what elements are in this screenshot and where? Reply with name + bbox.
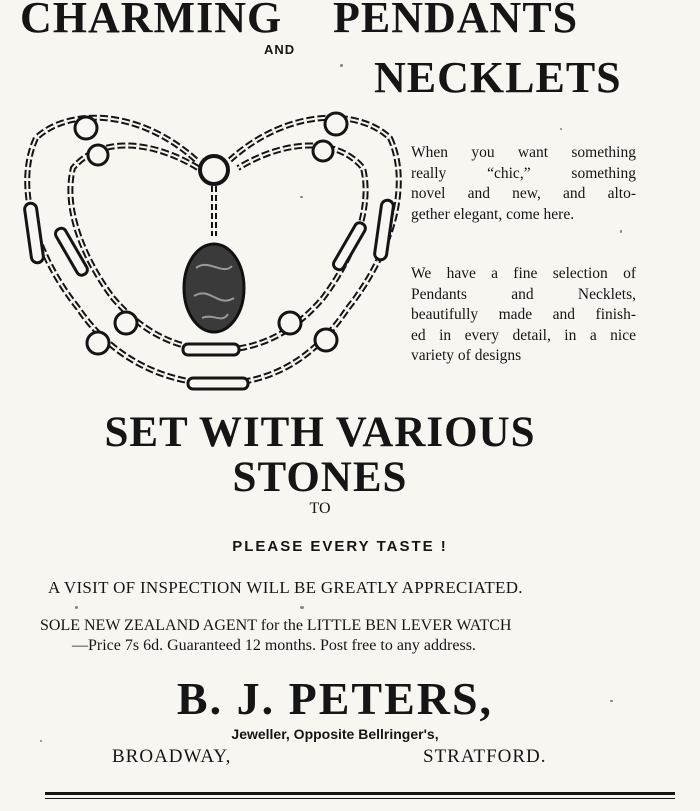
heading-and: AND <box>264 42 296 57</box>
paragraph-line: novel and new, and alto- <box>411 185 636 202</box>
chain-bar <box>24 202 44 263</box>
paragraph-line: beautifully made and finish- <box>411 306 636 323</box>
print-speck <box>75 606 78 609</box>
chain-ring <box>315 329 337 351</box>
intro-paragraph <box>411 143 636 225</box>
chain-bar <box>188 378 248 389</box>
chain-ring <box>115 312 137 334</box>
tagline: PLEASE EVERY TASTE ! <box>232 538 448 555</box>
paragraph-line: really “chic,” something <box>411 164 636 182</box>
inspection-notice: A VISIT OF INSPECTION WILL BE GREATLY APPRECIATED. <box>48 578 523 597</box>
chain-ring <box>279 312 301 334</box>
paragraph-line: ed in every detail, in a nice <box>411 326 636 344</box>
print-speck <box>610 700 613 702</box>
print-speck <box>300 606 304 609</box>
print-speck <box>40 740 42 742</box>
chain-ring <box>325 113 347 135</box>
chain-ring <box>88 145 108 165</box>
clasp-ring <box>200 156 228 184</box>
headline-set-with: SET WITH VARIOUS <box>104 409 536 456</box>
paragraph-line: variety of designs <box>411 347 522 364</box>
heading-necklets: NECKLETS <box>374 53 622 102</box>
chain-ring <box>313 141 333 161</box>
print-speck <box>340 64 343 67</box>
merchant-name: B. J. PETERS, <box>176 673 494 724</box>
paragraph-line: We have a fine selection of <box>411 265 636 282</box>
chain-bar <box>183 344 239 355</box>
merchant-street: BROADWAY, <box>112 746 232 767</box>
bottom-rule <box>45 792 675 795</box>
paragraph-line: Pendants and Necklets, <box>411 285 636 303</box>
heading-pendants: PENDANTS <box>333 0 579 42</box>
chain-ring <box>75 117 97 139</box>
paragraph-line: When you want something <box>411 144 636 161</box>
paragraph-line: gether elegant, come here. <box>411 205 575 223</box>
bottom-rule-thin <box>45 798 675 799</box>
print-speck <box>560 128 562 130</box>
chain-ring <box>87 332 109 354</box>
chain-bar <box>332 221 368 272</box>
merchant-town: STRATFORD. <box>423 746 547 767</box>
merchant-description: Jeweller, Opposite Bellringer's, <box>231 726 439 742</box>
headline-stones: STONES <box>232 454 408 501</box>
headline-to: TO <box>309 500 331 517</box>
selection-paragraph <box>411 264 636 367</box>
agent-line: SOLE NEW ZEALAND AGENT for the LITTLE BEN LEVER WATCH <box>40 617 512 634</box>
necklace-illustration <box>18 108 410 400</box>
pendant-stone <box>184 244 244 332</box>
print-speck <box>620 230 622 233</box>
heading-charming: CHARMING <box>20 0 283 42</box>
chain-bar <box>374 199 394 260</box>
price-line: —Price 7s 6d. Guaranteed 12 months. Post free to any address. <box>72 637 476 654</box>
print-speck <box>300 196 303 198</box>
